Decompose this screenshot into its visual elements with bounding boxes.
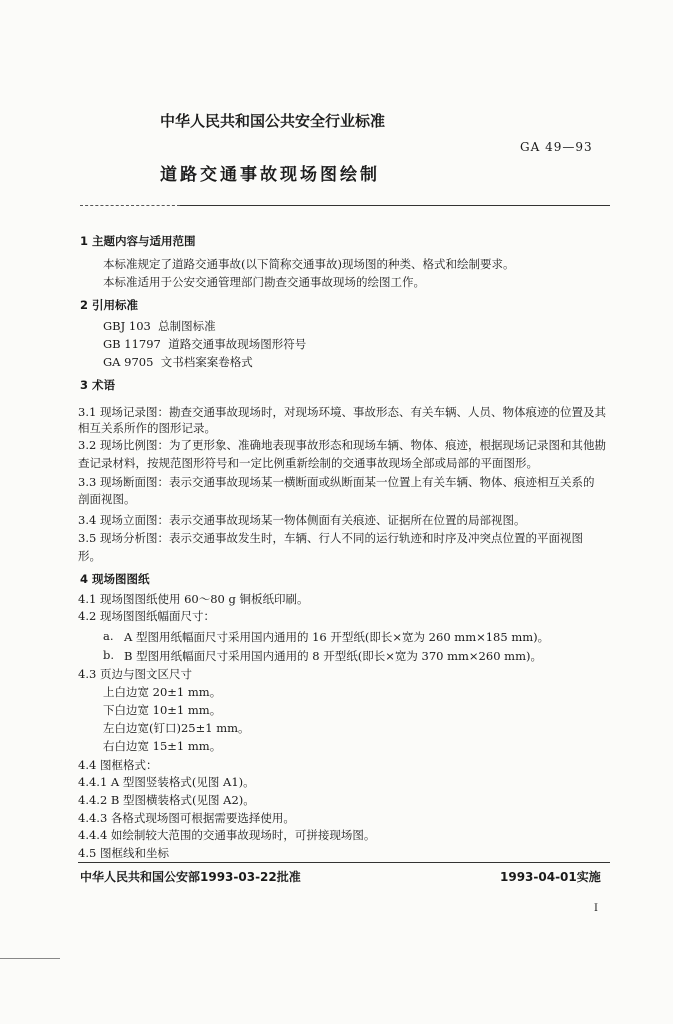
section-1-paragraph: 本标准适用于公安交通管理部门勘查交通事故现场的绘图工作。 xyxy=(103,275,425,289)
list-marker: a. xyxy=(103,629,114,643)
clause-line: 4.5 图框线和坐标 xyxy=(78,846,169,860)
list-marker: b. xyxy=(103,648,115,662)
clause-line: 4.3 页边与图文区尺寸 xyxy=(78,667,192,681)
reference-item xyxy=(103,354,253,370)
clause-line: 左白边宽(钉口)25±1 mm。 xyxy=(103,721,250,735)
clause-line: 4.1 现场图图纸使用 60～80 g 铜板纸印刷。 xyxy=(78,592,309,606)
clause-line: 右白边宽 15±1 mm。 xyxy=(103,739,222,753)
reference-item xyxy=(103,318,216,334)
reference-code: GA 9705 xyxy=(103,355,154,369)
clause-line: 4.4.4 如绘制较大范围的交通事故现场时，可拼接现场图。 xyxy=(78,828,376,842)
term-definition-line: 查记录材料，按规范图形符号和一定比例重新绘制的交通事故现场全部或局部的平面图形。 xyxy=(78,456,538,470)
reference-code: GB 11797 xyxy=(103,337,161,351)
section-1-paragraph: 本标准规定了道路交通事故(以下简称交通事故)现场图的种类、格式和绘制要求。 xyxy=(103,257,515,271)
approval-date: 中华人民共和国公安部1993-03-22批准 xyxy=(80,870,301,884)
clause-line: 上白边宽 20±1 mm。 xyxy=(103,685,222,699)
issuing-organization: 中华人民共和国公共安全行业标准 xyxy=(160,112,386,130)
term-definition-line: 3.2 现场比例图：为了更形象、准确地表现事故形态和现场车辆、物体、痕迹，根据现场记录图和其他勘 xyxy=(78,438,606,452)
term-definition-line: 形。 xyxy=(78,549,101,563)
term-definition-line: 相互关系所作的图形记录。 xyxy=(78,421,216,435)
effective-date: 1993-04-01实施 xyxy=(500,870,601,884)
reference-title: 道路交通事故现场图形符号 xyxy=(168,337,307,351)
section-4-heading: 4 现场图图纸 xyxy=(80,572,150,586)
section-1-heading: 1 主题内容与适用范围 xyxy=(80,234,196,248)
page-mark: I xyxy=(594,903,598,914)
section-2-heading: 2 引用标准 xyxy=(80,298,139,312)
section-3-heading: 3 术语 xyxy=(80,378,116,392)
term-definition-line: 3.5 现场分析图：表示交通事故发生时，车辆、行人不同的运行轨迹和时序及冲突点位置的平面视图 xyxy=(78,531,583,545)
term-definition-line: 3.1 现场记录图：勘查交通事故现场时，对现场环境、事故形态、有关车辆、人员、物体痕迹的位置及其 xyxy=(78,405,606,419)
clause-line: 4.4.1 A 型图竖装格式(见图 A1)。 xyxy=(78,775,255,789)
clause-line: 下白边宽 10±1 mm。 xyxy=(103,703,222,717)
clause-line: 4.4 图框格式： xyxy=(78,758,158,772)
reference-item xyxy=(103,336,306,352)
clause-line: B 型图用纸幅面尺寸采用国内通用的 8 开型纸(即长×宽为 370 mm×260 mm)。 xyxy=(124,649,542,663)
term-definition-line: 3.4 现场立面图：表示交通事故现场某一物体侧面有关痕迹、证据所在位置的局部视图。 xyxy=(78,513,526,527)
scan-edge-line xyxy=(0,958,60,959)
term-definition-line: 剖面视图。 xyxy=(78,492,136,506)
document-title: 道路交通事故现场图绘制 xyxy=(160,165,380,185)
header-divider xyxy=(180,205,610,206)
footer-divider xyxy=(78,862,610,863)
reference-code: GBJ 103 xyxy=(103,319,151,333)
term-definition-line: 3.3 现场断面图：表示交通事故现场某一横断面或纵断面某一位置上有关车辆、物体、痕迹相互关系的 xyxy=(78,475,595,489)
clause-line: 4.4.2 B 型图横装格式(见图 A2)。 xyxy=(78,793,255,807)
clause-line: 4.4.3 各格式现场图可根据需要选择使用。 xyxy=(78,811,295,825)
standard-code: GA 49—93 xyxy=(520,140,593,154)
reference-title: 文书档案案卷格式 xyxy=(160,355,253,369)
reference-title: 总制图标准 xyxy=(158,319,216,333)
clause-line: 4.2 现场图图纸幅面尺寸： xyxy=(78,609,215,623)
clause-line: A 型图用纸幅面尺寸采用国内通用的 16 开型纸(即长×宽为 260 mm×185 mm)。 xyxy=(124,630,550,644)
header-divider-dash xyxy=(80,205,180,206)
